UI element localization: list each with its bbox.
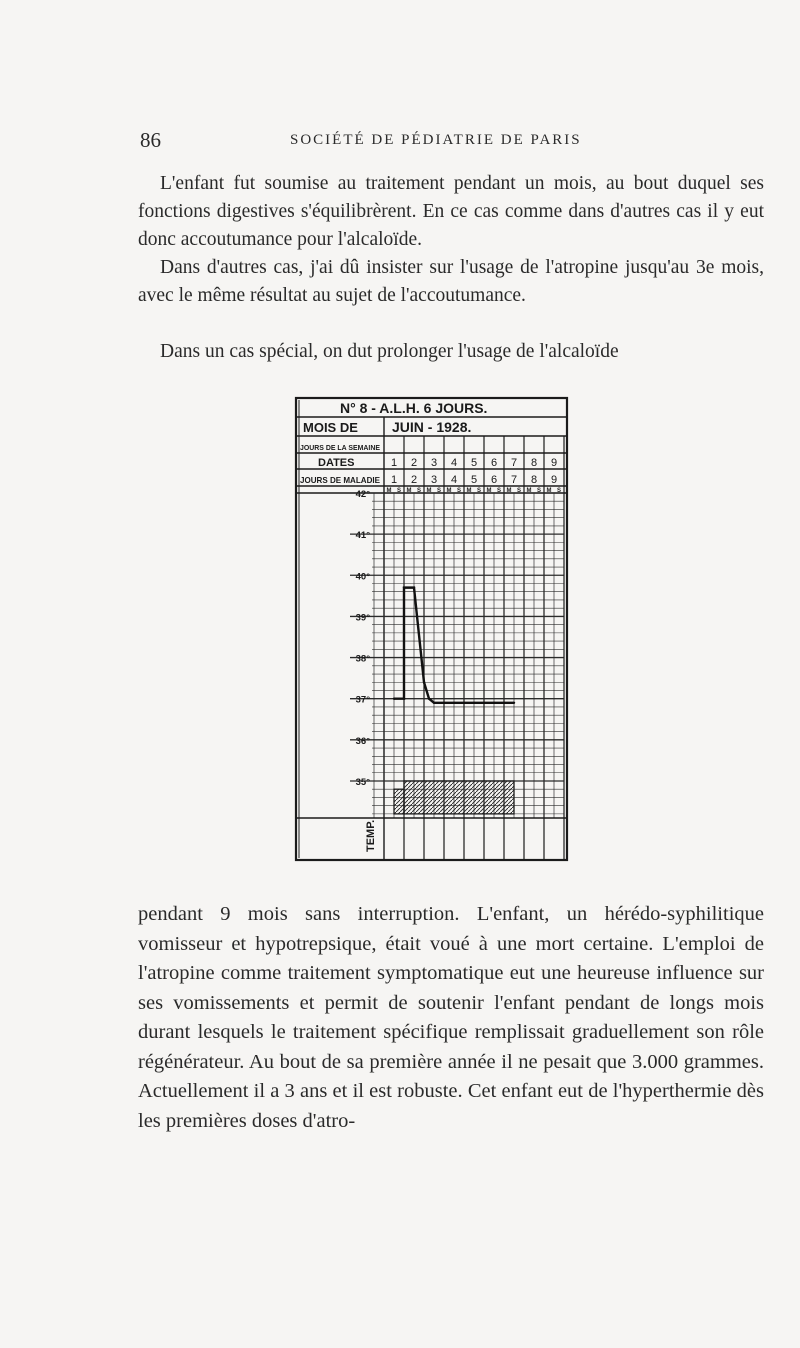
- illness-day-label-5: 5: [470, 474, 478, 486]
- temperature-point-10: [463, 702, 465, 704]
- date-label-4: 4: [450, 457, 458, 469]
- date-label-2: 2: [410, 457, 418, 469]
- illness-day-label-8: 8: [530, 474, 538, 486]
- paragraph-3-text: Dans un cas spécial, on dut prolonger l'usage de l'alcaloïde: [160, 341, 619, 362]
- period-label-10: S: [476, 488, 482, 494]
- period-label-4: S: [416, 488, 422, 494]
- temperature-point-11: [473, 702, 475, 704]
- y-tick-label-35°: 35°: [355, 776, 370, 788]
- illness-day-label-3: 3: [430, 474, 438, 486]
- y-tick-label-41°: 41°: [355, 530, 370, 542]
- temperature-point-13: [493, 702, 495, 704]
- period-label-12: S: [496, 488, 502, 494]
- y-tick-label-42°: 42°: [355, 489, 370, 500]
- period-label-8: S: [456, 488, 462, 494]
- period-label-16: S: [536, 488, 542, 494]
- temperature-point-6: [428, 697, 430, 699]
- temperature-point-8: [443, 702, 445, 704]
- temperature-point-4: [413, 586, 415, 588]
- running-title: SOCIÉTÉ DE PÉDIATRIE DE PARIS: [290, 132, 582, 148]
- period-label-17: M: [546, 488, 552, 494]
- period-label-14: S: [516, 488, 522, 494]
- y-tick-label-38°: 38°: [355, 653, 370, 665]
- date-label-6: 6: [490, 457, 498, 469]
- paragraph-2-text: Dans d'autres cas, j'ai dû insister sur l'usage de l'atropine jusqu'au 3e mois, avec le même résultat au sujet de l'accoutumance.: [138, 257, 764, 306]
- period-label-15: M: [526, 488, 532, 494]
- y-tick-label-39°: 39°: [355, 612, 370, 624]
- date-label-5: 5: [470, 457, 478, 469]
- month-value: JUIN - 1928.: [392, 419, 472, 435]
- hatched-dose-bar-start: [394, 789, 404, 814]
- temperature-point-7: [433, 702, 435, 704]
- temperature-point-2: [403, 697, 405, 699]
- weekday-row-label: JOURS DE LA SEMAINE: [300, 443, 380, 452]
- y-tick-label-37°: 37°: [355, 694, 370, 706]
- temperature-point-9: [453, 702, 455, 704]
- period-label-5: M: [426, 488, 432, 494]
- period-label-7: M: [446, 488, 452, 494]
- illness-day-label-9: 9: [550, 474, 558, 486]
- period-label-3: M: [406, 488, 412, 494]
- illness-day-label-2: 2: [410, 474, 418, 486]
- y-tick-label-36°: 36°: [355, 735, 370, 747]
- temperature-point-12: [483, 702, 485, 704]
- temperature-point-5: [423, 681, 425, 683]
- date-label-3: 3: [430, 457, 438, 469]
- period-label-2: S: [396, 488, 402, 494]
- date-label-1: 1: [390, 457, 398, 469]
- temperature-point-15: [513, 702, 515, 704]
- illness-day-label-7: 7: [510, 474, 518, 486]
- period-label-13: M: [506, 488, 512, 494]
- y-tick-label-40°: 40°: [355, 571, 370, 583]
- date-label-9: 9: [550, 457, 558, 469]
- page-number: 86: [140, 128, 161, 152]
- period-label-11: M: [486, 488, 492, 494]
- temperature-point-14: [503, 702, 505, 704]
- period-label-18: S: [556, 488, 562, 494]
- period-label-6: S: [436, 488, 442, 494]
- period-label-9: M: [466, 488, 472, 494]
- illness-days-row-label: JOURS DE MALADIE: [300, 475, 381, 485]
- illness-day-label-6: 6: [490, 474, 498, 486]
- temperature-point-1: [393, 697, 395, 699]
- paragraph-1-text: L'enfant fut soumise au traitement pendant un mois, au bout duquel ses fonctions digestives s'équilibrèrent. En ce cas comme dans d'autres cas il y eut donc accoutumance pour l'alcaloïde.: [138, 173, 764, 250]
- y-axis-label: TEMP.: [365, 819, 377, 852]
- paragraph-4-text: pendant 9 mois sans interruption. L'enfant, un hérédo-syphilitique vomisseur et hypotrepsique, était voué à une mort certaine. L'emploi de l'atropine comme traitement symptomatique eut une heureuse influence sur ses vomissements et permit de soutenir l'enfant pendant de longs mois durant lesquels le traitement spécifique remplissait graduellement son rôle régénérateur. Au bout de sa première année il ne pesait que 3.000 grammes. Actuellement il a 3 ans et il est robuste. Cet enfant eut de l'hyperthermie dès les premières doses d'atro-: [138, 903, 764, 1132]
- date-label-7: 7: [510, 457, 518, 469]
- month-label: MOIS DE: [303, 420, 358, 435]
- dates-row-label: DATES: [318, 457, 355, 469]
- paragraph-4: [138, 900, 764, 1136]
- temperature-point-3: [403, 586, 405, 588]
- date-label-8: 8: [530, 457, 538, 469]
- period-label-1: M: [386, 488, 392, 494]
- hatched-dose-bar: [404, 781, 514, 814]
- illness-day-label-1: 1: [390, 474, 398, 486]
- illness-day-label-4: 4: [450, 474, 458, 486]
- chart-title: N° 8 - A.L.H. 6 JOURS.: [340, 400, 488, 416]
